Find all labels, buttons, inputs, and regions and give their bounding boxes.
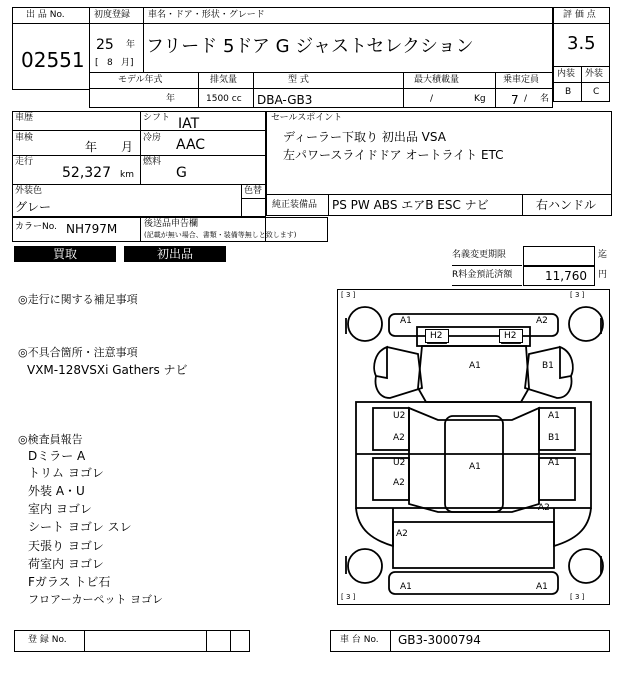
max-load-sep: / <box>430 94 434 104</box>
capacity-sep: / <box>524 94 528 104</box>
damage-front-fender-right: B1 <box>542 361 554 371</box>
damage-rear-bumper-right: A1 <box>536 582 548 592</box>
damage-right-front-door-1: A1 <box>548 411 560 421</box>
damage-right-rear-door: A1 <box>548 458 560 468</box>
ext-color-label: 外装色 <box>15 186 43 196</box>
report-line: 荷室内 ヨゴレ <box>28 557 104 571</box>
corner-label-bottom-left: [ 3 ] <box>341 593 356 601</box>
fuel-value: G <box>176 165 187 181</box>
shift-value: IAT <box>178 116 200 132</box>
shipping-note: (記載が無い場合、書類・装備等無しと致します) <box>144 231 297 239</box>
front-bumper-outline <box>389 314 558 336</box>
damage-right-quarter: A2 <box>538 503 550 513</box>
damage-left-front-door-2: A2 <box>393 433 405 443</box>
model-label: 型 式 <box>288 75 309 85</box>
inspector-title: ◎検査員報告 <box>18 433 83 446</box>
mileage-unit: km <box>120 170 134 180</box>
month-unit: 月] <box>121 58 134 68</box>
damage-hood: A1 <box>469 361 481 371</box>
front-left-wheel <box>348 307 382 341</box>
model-code: DBA-GB3 <box>257 93 313 107</box>
registration-year: 25 <box>96 37 114 53</box>
color-no-value: NH797M <box>66 222 118 236</box>
damage-rear-bumper-left: A1 <box>400 582 412 592</box>
damage-left-quarter: A2 <box>396 529 408 539</box>
rear-right-wheel <box>569 549 603 583</box>
damage-front-bumper-right: A2 <box>536 316 548 326</box>
score-label: 評 価 点 <box>563 10 596 20</box>
name-change-suffix: 迄 <box>598 250 608 260</box>
genuine-label: 純正装備品 <box>272 200 318 210</box>
sales-point-2: 左パワースライドドア オートライト ETC <box>283 148 504 162</box>
year-unit: 年 <box>126 40 136 50</box>
mileage-label: 走行 <box>15 157 34 167</box>
report-line: フロアーカーペット ヨゴレ <box>28 593 163 606</box>
recycle-label: R料金預託済額 <box>452 270 513 280</box>
max-load-unit: Kg <box>474 94 486 104</box>
car-name: フリード 5ドア G ジャストセレクション <box>146 36 474 57</box>
history-label: 車歴 <box>15 113 34 123</box>
recycle-value: 11,760 <box>545 269 587 283</box>
displacement-label: 排気量 <box>210 75 238 85</box>
interior-label: 内装 <box>557 69 576 79</box>
report-line: 室内 ヨゴレ <box>28 502 92 516</box>
damage-left-rear-door-1: U2 <box>393 458 406 468</box>
damage-left-rear-door-2: A2 <box>393 478 405 488</box>
first-registration-label: 初度登録 <box>94 10 131 20</box>
mileage-value: 52,327 <box>62 165 111 181</box>
first-listing-bar: 初出品 <box>124 246 226 262</box>
hood-outline <box>418 346 529 402</box>
sales-points-label: セールスポイント <box>271 113 343 123</box>
recycle-unit: 円 <box>598 270 608 280</box>
fuel-label: 燃料 <box>143 157 162 167</box>
damage-right-front-door-2: B1 <box>548 433 560 443</box>
defects-title: ◎不具合箇所・注意事項 <box>18 346 138 359</box>
registration-month: 8 <box>107 58 113 68</box>
registration-number-label: 登 録 No. <box>28 635 67 645</box>
purchase-bar: 買取 <box>14 246 116 262</box>
report-line: 天張り ヨゴレ <box>28 539 104 553</box>
displacement-value: 1500 cc <box>206 94 242 104</box>
front-right-wheel <box>569 307 603 341</box>
corner-label-top-left: [ 3 ] <box>341 291 356 299</box>
corner-label-bottom-right: [ 3 ] <box>570 593 585 601</box>
model-year-unit: 年 <box>166 94 176 104</box>
ext-color-value: グレー <box>15 200 52 214</box>
recolor-label: 色替 <box>244 186 263 196</box>
chassis-number: GB3-3000794 <box>398 633 481 647</box>
ac-value: AAC <box>176 137 206 153</box>
inspection-label: 車検 <box>15 133 34 143</box>
name-change-label: 名義変更期限 <box>452 250 507 260</box>
score-value: 3.5 <box>567 33 596 54</box>
name-change-box <box>523 246 595 266</box>
report-line: シート ヨゴレ スレ <box>28 520 132 534</box>
shipping-label: 後送品申告欄 <box>144 219 199 229</box>
damage-headlight-left: H2 <box>425 329 449 343</box>
lot-number: 02551 <box>21 48 85 72</box>
corner-label-top-right: [ 3 ] <box>570 291 585 299</box>
genuine-items: PS PW ABS エアB ESC ナビ <box>332 198 489 212</box>
max-load-label: 最大積載量 <box>414 75 460 85</box>
car-name-label: 車名・ドア・形状・グレード <box>148 10 265 20</box>
lot-number-label: 出 品 No. <box>26 10 65 20</box>
damage-front-bumper-left: A1 <box>400 316 412 326</box>
car-outline <box>338 290 609 604</box>
defects-text: VXM-128VSXi Gathers ナビ <box>27 363 188 377</box>
sales-point-1: ディーラー下取り 初出品 VSA <box>283 130 446 144</box>
damage-headlight-right: H2 <box>499 329 523 343</box>
damage-left-front-door-1: U2 <box>393 411 406 421</box>
damage-roof: A1 <box>469 462 481 472</box>
report-line: Fガラス トビ石 <box>28 575 111 589</box>
capacity-unit: 名 <box>540 94 550 104</box>
color-no-label: カラーNo. <box>15 222 57 232</box>
supplement-title: ◎走行に関する補足事項 <box>18 293 138 306</box>
capacity-label: 乗車定員 <box>503 75 540 85</box>
exterior-label: 外装 <box>585 69 604 79</box>
rear-bumper-outline <box>389 572 558 594</box>
cabin-outline <box>409 408 539 512</box>
exterior-grade: C <box>593 87 600 97</box>
model-year-label: モデル年式 <box>118 75 163 85</box>
chassis-number-label: 車 台 No. <box>340 635 379 645</box>
report-line: Dミラー A <box>28 449 86 463</box>
rear-left-wheel <box>348 549 382 583</box>
capacity-value: 7 <box>511 93 519 107</box>
month-open: [ <box>95 58 99 68</box>
interior-grade: B <box>565 87 572 97</box>
tailgate-outline <box>393 522 554 568</box>
inspection-month-unit: 月 <box>121 140 134 154</box>
inspection-year-unit: 年 <box>85 140 98 154</box>
report-line: トリム ヨゴレ <box>28 466 104 480</box>
ac-label: 冷房 <box>143 133 162 143</box>
car-diagram <box>337 289 610 605</box>
shift-label: シフト <box>143 113 171 123</box>
steering-value: 右ハンドル <box>536 198 597 212</box>
report-line: 外装 A・U <box>28 484 85 498</box>
